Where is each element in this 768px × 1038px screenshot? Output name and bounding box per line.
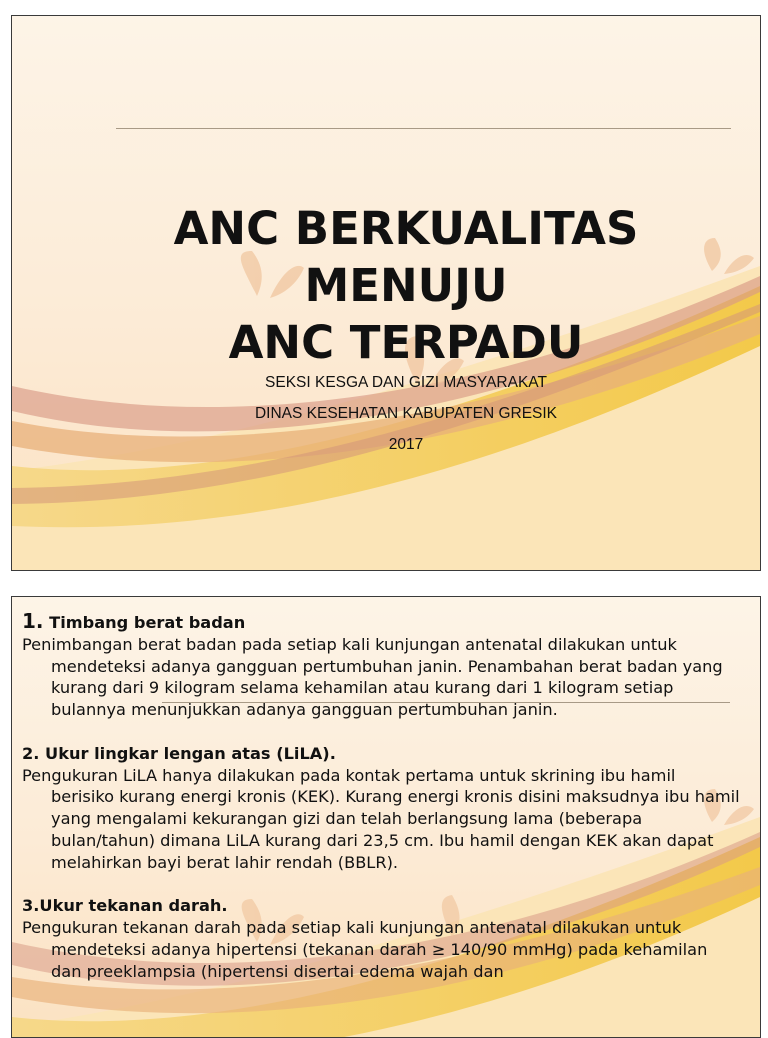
subtitle-line-2: DINAS KESEHATAN KABUPATEN GRESIK <box>254 405 558 422</box>
section-heading <box>22 895 742 917</box>
divider-line <box>116 128 731 129</box>
section-lila <box>22 743 742 874</box>
slide-subtitle <box>12 372 761 465</box>
section-number: 2. <box>22 743 40 763</box>
section-title: Ukur lingkar lengan atas (LiLA). <box>39 743 336 763</box>
title-slide <box>11 15 761 571</box>
section-text: Pengukuran LiLA hanya dilakukan pada kontak pertama untuk skrining ibu hamil berisiko kurang energi kronis (KEK). Kurang energi kronis disini maksudnya ibu hamil yang mengalami kekurangan gizi dan telah berlangsung lama (beberapa bulan/tahun) dimana LiLA kurang dari 23,5 cm. Ibu hamil dengan KEK akan dapat melahirkan bayi berat lahir rendah (BBLR). <box>22 765 740 872</box>
subtitle-line-1: SEKSI KESGA DAN GIZI MASYARAKAT <box>265 374 547 391</box>
section-blood-pressure <box>22 895 742 982</box>
content-slide <box>11 596 761 1038</box>
section-number: 3. <box>22 896 40 916</box>
section-title: Ukur tekanan darah. <box>39 896 228 916</box>
title-line-3: ANC TERPADU <box>228 316 584 369</box>
title-line-1: ANC BERKUALITAS <box>173 202 639 255</box>
section-text: Pengukuran tekanan darah pada setiap kali kunjungan antenatal dilakukan untuk mendeteksi adanya hipertensi (tekanan darah ≥ 140/90 mmHg) pada kehamilan dan preeklampsia (hipertensi disertai edema wajah dan <box>22 918 708 981</box>
section-text: Penimbangan berat badan pada setiap kali kunjungan antenatal dilakukan untuk mendeteksi adanya gangguan pertumbuhan janin. Penambahan berat badan yang kurang dari 9 kilogram selama kehamilan atau kurang dari 1 kilogram setiap bulannya menunjukkan adanya gangguan pertumbuhan janin. <box>22 634 723 720</box>
section-title: Timbang berat badan <box>43 613 246 632</box>
subtitle-line-3: 2017 <box>388 436 424 453</box>
slide-body <box>22 611 742 1004</box>
section-heading <box>22 743 742 765</box>
title-line-2: MENUJU <box>304 259 508 312</box>
slide-title <box>12 200 761 371</box>
section-heading <box>22 611 742 634</box>
section-weight <box>22 611 742 721</box>
section-number: 1. <box>22 609 44 633</box>
